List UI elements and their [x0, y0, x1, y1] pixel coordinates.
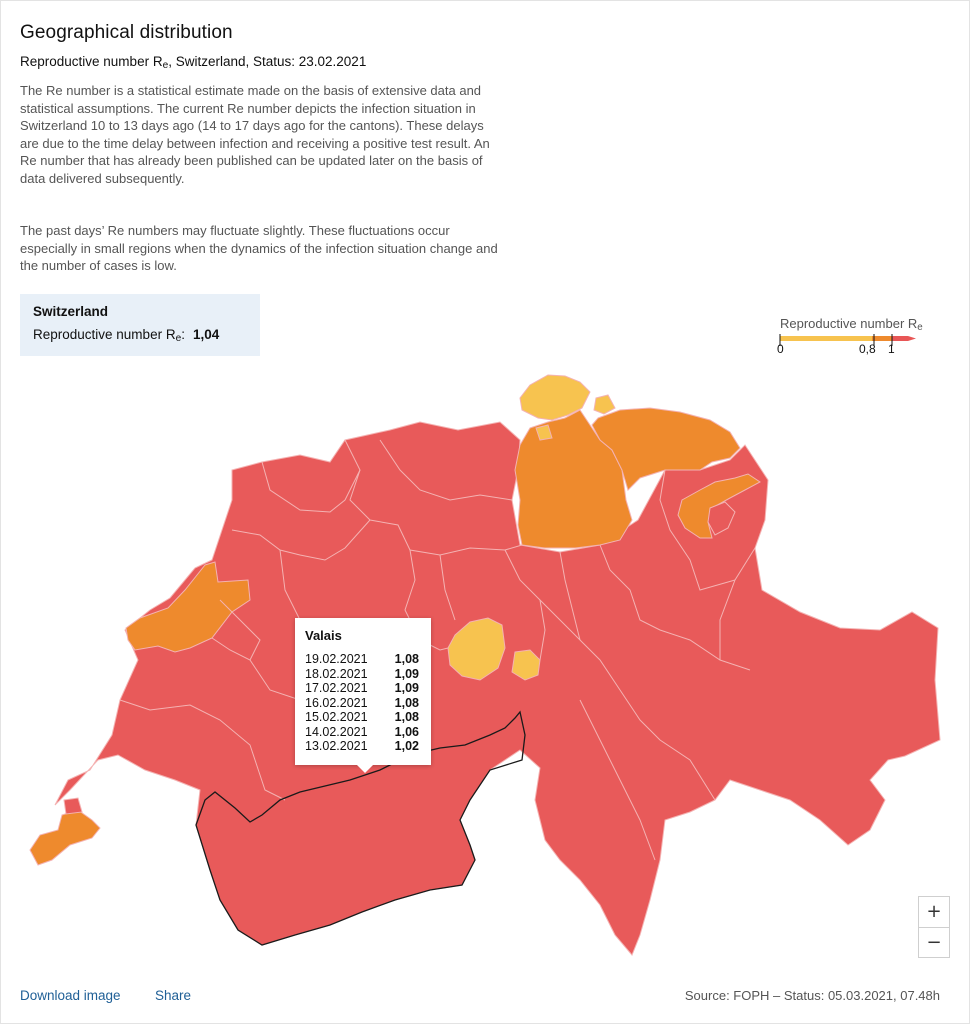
- subtitle-prefix: Reproductive number R: [20, 54, 163, 69]
- legend-bar-high: [892, 336, 916, 341]
- legend-bar-low: [780, 336, 872, 341]
- tooltip-rows: [305, 652, 421, 754]
- infobox-row: [33, 327, 247, 344]
- switzerland-map[interactable]: [0, 360, 970, 980]
- tooltip-row: [305, 725, 421, 740]
- infobox-label-prefix: Reproductive number R: [33, 327, 176, 342]
- tooltip-row: [305, 710, 421, 725]
- zoom-controls: [918, 896, 950, 958]
- legend-bar-mid: [872, 336, 892, 341]
- tooltip-value: 1,09: [394, 681, 419, 695]
- tooltip-date: 15.02.2021: [305, 710, 368, 724]
- source-text: Source: FOPH – Status: 05.03.2021, 07.48h: [684, 988, 940, 1003]
- region-tooltip: [295, 618, 431, 765]
- tooltip-value: 1,06: [394, 724, 419, 739]
- legend-tick-0: 0: [777, 342, 784, 356]
- tooltip-date: 14.02.2021: [305, 724, 368, 739]
- region-geneva-hatch[interactable]: [64, 798, 82, 814]
- tooltip-date: 13.02.2021: [305, 739, 368, 753]
- tooltip-date: 19.02.2021: [305, 652, 368, 666]
- legend-title-sub: e: [917, 322, 923, 333]
- tooltip-date: 18.02.2021: [305, 666, 368, 681]
- infobox-label-suffix: :: [181, 327, 185, 342]
- subtitle-suffix: , Switzerland, Status: 23.02.2021: [168, 54, 367, 69]
- map-base: [30, 375, 940, 955]
- tooltip-row: [305, 652, 421, 667]
- tooltip-value: 1,08: [394, 652, 419, 666]
- subtitle: [20, 54, 366, 71]
- tooltip-value: 1,08: [394, 695, 419, 710]
- legend-tick-08: 0,8: [859, 342, 876, 356]
- tooltip-date: 16.02.2021: [305, 695, 368, 710]
- subtitle-sub: e: [162, 60, 169, 71]
- switzerland-infobox: [20, 294, 260, 356]
- tooltip-row: [305, 696, 421, 711]
- region-geneva[interactable]: [30, 810, 100, 865]
- country-shape[interactable]: [55, 422, 940, 955]
- share-link[interactable]: Share: [155, 988, 192, 1003]
- infobox-label-sub: e: [175, 333, 182, 344]
- tooltip-value: 1,08: [394, 710, 419, 724]
- page-title: Geographical distribution: [20, 22, 233, 43]
- download-image-link[interactable]: Download image: [20, 988, 121, 1003]
- description-paragraph-1: The Re number is a statistical estimate made on the basis of extensive data and statistical assumptions. The current Re number depicts the infection situation in Switzerland 10 to 13 days ago (14 to 17 days ago for the cantons). These delays are due to the time delay between infection and receiving a positive test result. An Re number that has already been published can be updated later on the basis of data delivered subsequently.: [20, 83, 490, 186]
- tooltip-value: 1,02: [394, 739, 419, 753]
- tooltip-row: [305, 667, 421, 682]
- zoom-in-button[interactable]: +: [919, 897, 949, 927]
- infobox-title: Switzerland: [33, 304, 109, 319]
- tooltip-date: 17.02.2021: [305, 681, 368, 695]
- region-schaffhausen-fragment[interactable]: [594, 395, 615, 414]
- infobox-value: 1,04: [192, 327, 220, 342]
- tooltip-row: [305, 739, 421, 754]
- tooltip-title: Valais: [305, 628, 342, 643]
- legend-tick-1: 1: [888, 342, 895, 356]
- description-paragraph-2: The past days’ Re numbers may fluctuate slightly. These fluctuations occur especially in small regions when the dynamics of the infection situation change and the number of cases is low.: [20, 223, 498, 273]
- tooltip-row: [305, 681, 421, 696]
- legend-title-prefix: Reproductive number R: [780, 316, 918, 331]
- tooltip-value: 1,09: [394, 666, 419, 681]
- zoom-out-button[interactable]: −: [919, 927, 949, 957]
